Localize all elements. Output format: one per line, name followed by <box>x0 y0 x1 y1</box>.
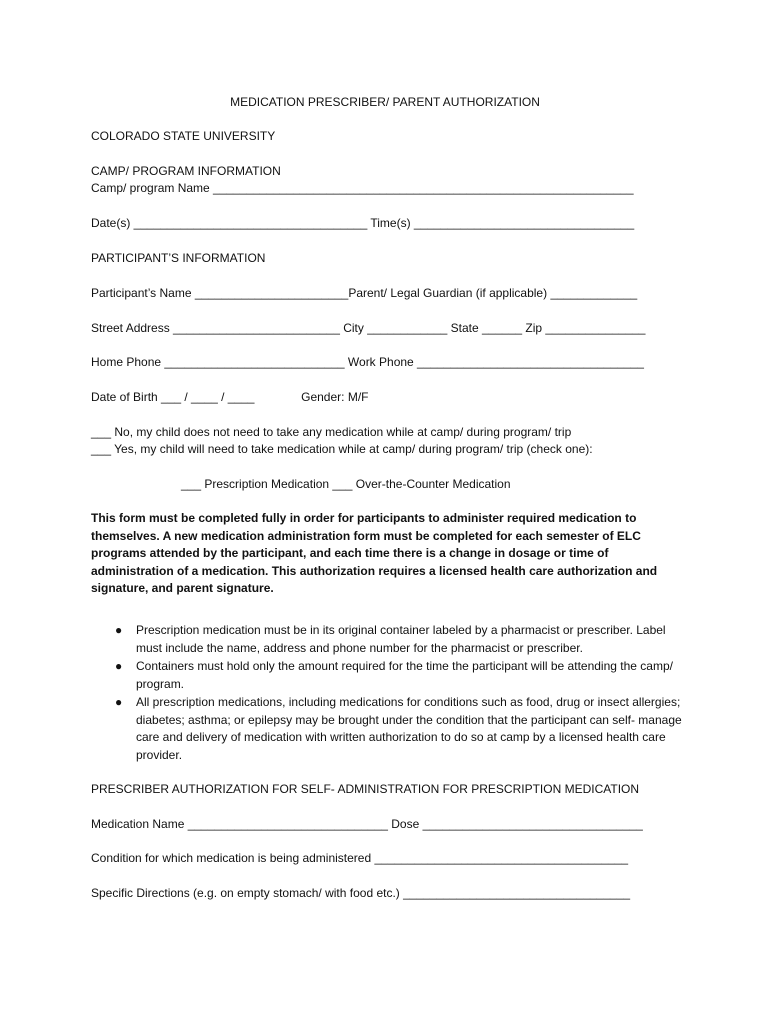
medication-dose-field[interactable]: Medication Name ______________________________ Dose _________________________________ <box>91 817 643 831</box>
directions-field[interactable]: Specific Directions (e.g. on empty stomach/ with food etc.) __________________________________ <box>91 886 631 900</box>
participant-name-field[interactable]: Participant’s Name _______________________Parent/ Legal Guardian (if applicable) _____________ <box>91 286 638 300</box>
requirements-list <box>91 622 691 765</box>
camp-name-field[interactable]: Camp/ program Name _______________________________________________________________ <box>91 181 634 195</box>
list-item: ● Containers must hold only the amount required for the time the participant will be attending the camp/ program. <box>115 659 673 691</box>
condition-field[interactable]: Condition for which medication is being administered ______________________________________ <box>91 851 629 865</box>
prescriber-section-heading: PRESCRIBER AUTHORIZATION FOR SELF- ADMINISTRATION FOR PRESCRIPTION MEDICATION <box>91 782 640 796</box>
address-field[interactable]: Street Address _________________________ City ____________ State ______ Zip _______________ <box>91 321 646 335</box>
date-time-field[interactable]: Date(s) ___________________________________ Time(s) _________________________________ <box>91 216 635 230</box>
form-title: MEDICATION PRESCRIBER/ PARENT AUTHORIZATION <box>230 95 540 109</box>
phone-field[interactable]: Home Phone ___________________________ Work Phone __________________________________ <box>91 355 644 369</box>
no-medication-option[interactable]: ___ No, my child does not need to take any medication while at camp/ during program/ trip <box>91 425 572 439</box>
yes-medication-option[interactable]: ___ Yes, my child will need to take medication while at camp/ during program/ trip (check one): <box>91 442 593 456</box>
medication-type-option[interactable]: ___ Prescription Medication ___ Over-the-Counter Medication <box>181 477 511 491</box>
dob-gender-field[interactable]: Date of Birth ___ / ____ / ____ Gender: M/F <box>91 390 369 404</box>
list-item: ● All prescription medications, including medications for conditions such as food, drug or insect allergies; diabetes; asthma; or epilepsy may be brought under the condition that the participant can self- manage care and delivery of medication with written authorization to do so at camp by a licensed health care provider. <box>115 695 682 762</box>
notice-paragraph: This form must be completed fully in order for participants to administer required medication to themselves. A new medication administration form must be completed for each semester of ELC programs attended by the participant, and each time there is a change in dosage or time of administration of a medication. This authorization requires a licensed health care authorization and signature, and parent signature. <box>91 511 658 595</box>
bullet-icon: ● <box>115 659 123 673</box>
university-name: COLORADO STATE UNIVERSITY <box>91 129 276 143</box>
bullet-icon: ● <box>115 623 123 637</box>
list-item: ● Prescription medication must be in its original container labeled by a pharmacist or prescriber. Label must include the name, address and phone number for the pharmacist or prescriber. <box>115 623 666 655</box>
bullet-icon: ● <box>115 695 123 709</box>
participant-section-heading: PARTICIPANT’S INFORMATION <box>91 251 266 265</box>
camp-section-heading: CAMP/ PROGRAM INFORMATION <box>91 164 281 178</box>
